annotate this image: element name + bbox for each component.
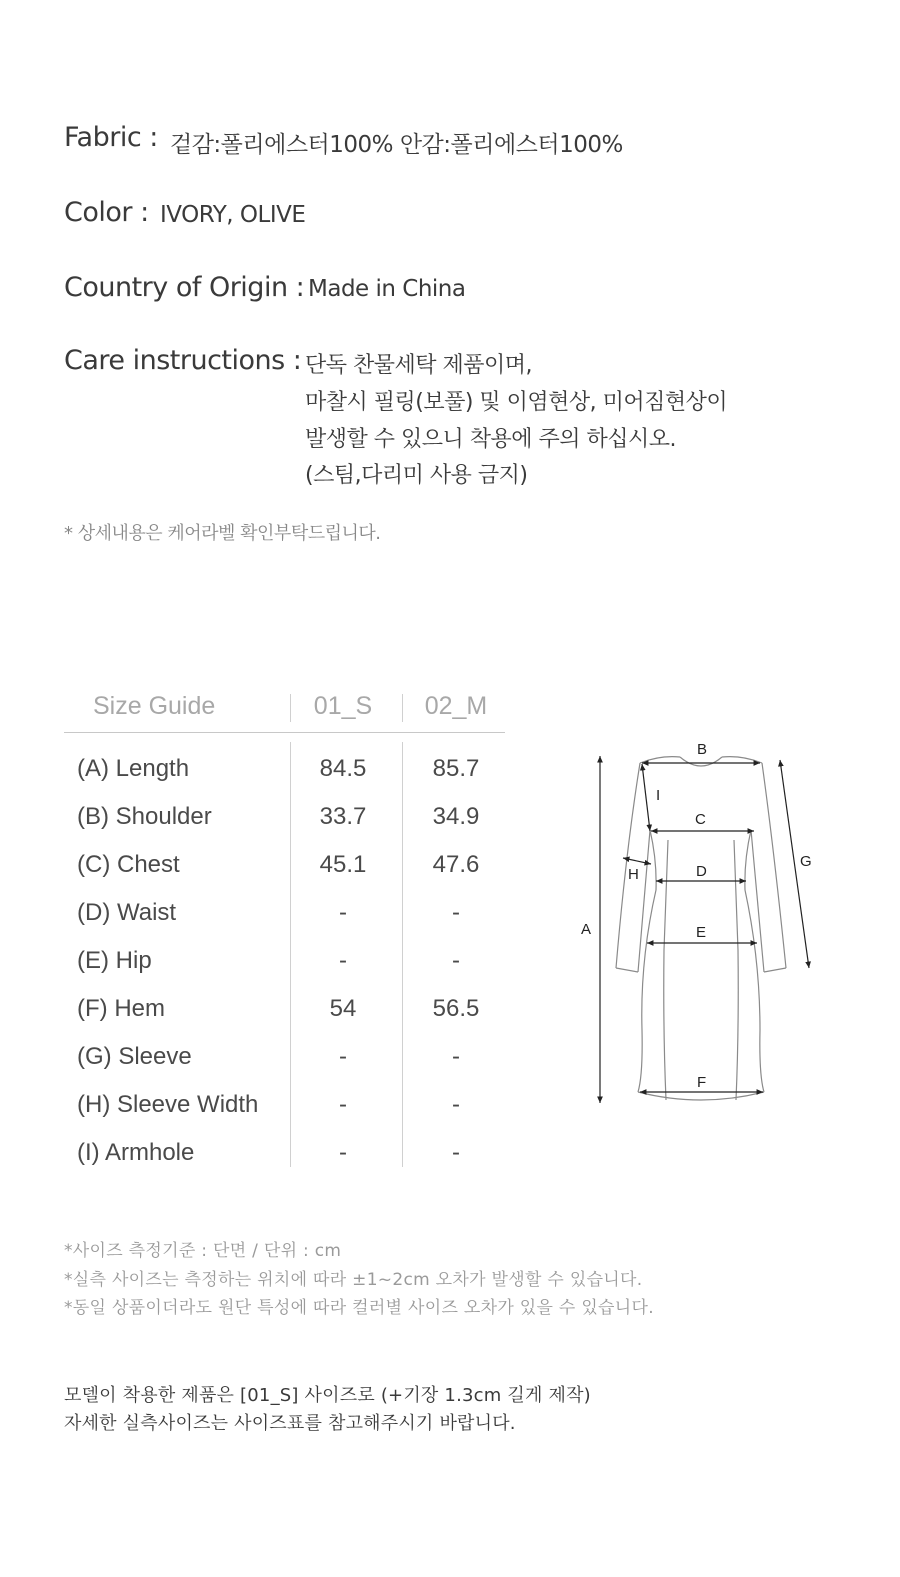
row-label: (A) Length [77,755,190,782]
care-note: * 상세내용은 케어라벨 확인부탁드립니다. [64,523,381,544]
row-label: (F) Hem [77,995,165,1022]
row-label: (E) Hip [77,947,152,974]
label-f: F [697,1074,707,1091]
origin-label: Country of Origin : [64,272,305,303]
label-a: A [581,921,592,938]
row-label: (C) Chest [77,851,180,878]
color-label: Color : [64,197,149,228]
label-e: E [696,924,707,941]
size-cell: - [452,899,460,926]
fabric-label: Fabric : [64,122,158,153]
footnote: *사이즈 측정기준 : 단면 / 단위 : cm [64,1241,342,1261]
care-label: Care instructions : [64,345,302,376]
care-line: 마찰시 필링(보풀) 및 이염현상, 미어짐현상이 [305,390,728,415]
header-divider [402,694,403,722]
origin-value: Made in China [308,276,466,302]
label-b: B [697,741,708,758]
size-cell: 54 [329,995,357,1022]
size-cell: - [452,1091,460,1118]
header-underline [64,732,505,733]
dress-diagram-icon [560,730,860,1130]
label-i: I [656,787,661,804]
size-cell: 85.7 [432,755,480,782]
header-divider [290,694,291,722]
size-cell: - [339,899,347,926]
row-label: (I) Armhole [77,1139,195,1166]
footnote: *실측 사이즈는 측정하는 위치에 따라 ±1~2cm 오차가 발생할 수 있습니다. [64,1270,643,1290]
size-cell: 34.9 [432,803,480,830]
label-d: D [696,863,707,880]
footnote: *동일 상품이더라도 원단 특성에 따라 컬러별 사이즈 오차가 있을 수 있습니다. [64,1298,654,1318]
size-cell: 45.1 [319,851,367,878]
size-guide-header: Size Guide [93,692,216,720]
color-value: IVORY, OLIVE [160,202,306,228]
row-label: (D) Waist [77,899,177,926]
column-header: 02_M [424,692,488,720]
size-cell: - [452,947,460,974]
size-cell: - [339,1139,347,1166]
label-h: H [628,866,639,883]
model-note-line: 모델이 착용한 제품은 [01_S] 사이즈로 (+기장 1.3cm 길게 제작) [64,1385,591,1406]
model-note-line: 자세한 실측사이즈는 사이즈표를 참고해주시기 바랍니다. [64,1413,516,1434]
size-cell: - [339,947,347,974]
row-label: (G) Sleeve [77,1043,192,1070]
label-c: C [695,811,706,828]
size-cell: 56.5 [432,995,480,1022]
row-label: (B) Shoulder [77,803,212,830]
size-cell: 84.5 [319,755,367,782]
size-cell: - [339,1091,347,1118]
measure-line-i [642,764,650,831]
size-cell: 33.7 [319,803,367,830]
size-cell: - [339,1043,347,1070]
size-cell: - [452,1043,460,1070]
care-line: 발생할 수 있으니 착용에 주의 하십시오. [305,427,676,452]
row-label: (H) Sleeve Width [77,1091,259,1118]
size-cell: - [452,1139,460,1166]
care-line: 단독 찬물세탁 제품이며, [305,353,533,378]
fabric-value: 겉감:폴리에스터100% 안감:폴리에스터100% [170,132,623,158]
column-header: 01_S [313,692,373,720]
label-g: G [800,853,812,870]
care-line: (스팀,다리미 사용 금지) [305,463,528,488]
size-cell: 47.6 [432,851,480,878]
